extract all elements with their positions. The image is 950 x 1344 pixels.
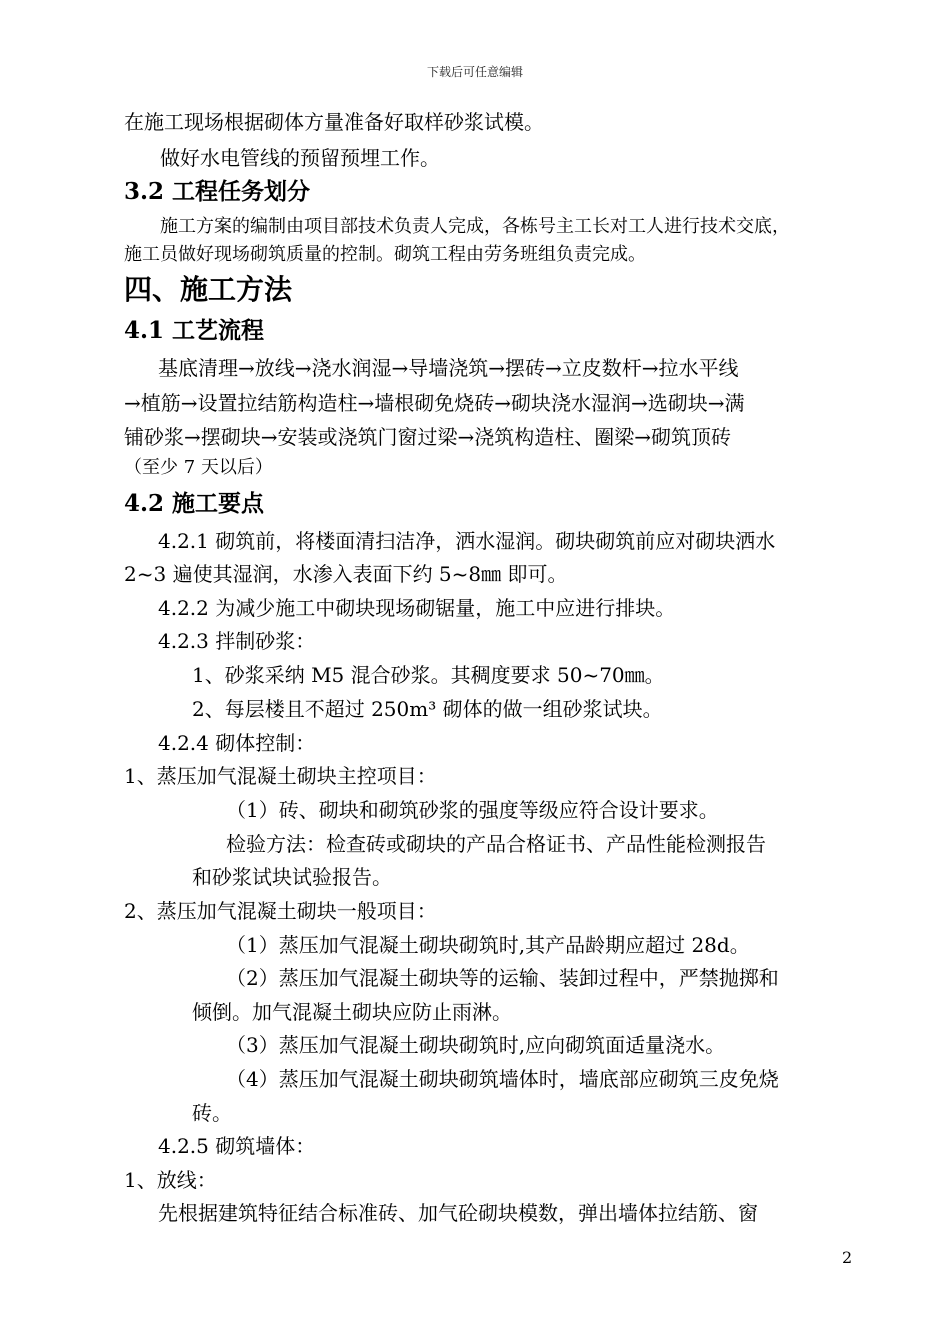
paragraph-line: 和砂浆试块试验报告。 [192, 865, 392, 889]
paragraph-line: 倾倒。加气混凝土砌块应防止雨淋。 [192, 1000, 512, 1024]
flow-line: 基底清理→放线→浇水润湿→导墙浇筑→摆砖→立皮数杆→拉水平线 [158, 356, 739, 380]
list-item: （3）蒸压加气混凝土砌块砌筑时,应向砌筑面适量浇水。 [226, 1033, 726, 1057]
paragraph-line: 先根据建筑特征结合标准砖、加气砼砌块模数，弹出墙体拉结筋、窗 [158, 1201, 758, 1225]
page-number: 2 [842, 1248, 853, 1267]
flow-line: （至少 7 天以后） [124, 457, 273, 478]
chapter-heading-4: 四、施工方法 [124, 273, 293, 306]
list-item: （4）蒸压加气混凝土砌块砌筑墙体时，墙底部应砌筑三皮免烧 [226, 1067, 779, 1091]
list-item: （1）砖、砌块和砌筑砂浆的强度等级应符合设计要求。 [226, 798, 719, 822]
paragraph-line: 2~3 遍使其湿润，水渗入表面下约 5~8㎜ 即可。 [124, 562, 568, 586]
list-item: （2）蒸压加气混凝土砌块等的运输、装卸过程中，严禁抛掷和 [226, 966, 779, 990]
list-item: 2、每层楼且不超过 250m³ 砌体的做一组砂浆试块。 [192, 697, 663, 721]
flow-line: →植筋→设置拉结筋构造柱→墙根砌免烧砖→砌块浇水湿润→选砌块→满 [124, 391, 745, 415]
paragraph-line: 施工员做好现场砌筑质量的控制。砌筑工程由劳务班组负责完成。 [124, 244, 646, 265]
paragraph-line: 4.2.2 为减少施工中砌块现场砌锯量，施工中应进行排块。 [158, 596, 676, 620]
paragraph-line: 检验方法：检查砖或砌块的产品合格证书、产品性能检测报告 [226, 832, 766, 856]
paragraph-line: 4.2.4 砌体控制： [158, 731, 316, 755]
section-heading-3-2: 3.2 工程任务划分 [124, 178, 311, 205]
list-item: （1）蒸压加气混凝土砌块砌筑时,其产品龄期应超过 28d。 [226, 933, 750, 957]
paragraph-line: 施工方案的编制由项目部技术负责人完成，各栋号主工长对工人进行技术交底， [160, 216, 790, 237]
list-item: 1、砂浆采纳 M5 混合砂浆。其稠度要求 50~70㎜。 [192, 663, 665, 687]
list-item: 1、放线： [124, 1168, 217, 1192]
paragraph-line: 4.2.1 砌筑前，将楼面清扫洁净，洒水湿润。砌块砌筑前应对砌块洒水 [158, 529, 776, 553]
paragraph-line: 砖。 [192, 1101, 232, 1125]
section-heading-4-1: 4.1 工艺流程 [124, 317, 265, 344]
list-item: 2、蒸压加气混凝土砌块一般项目： [124, 899, 437, 923]
page-header: 下载后可任意编辑 [426, 65, 523, 79]
flow-line: 铺砂浆→摆砌块→安装或浇筑门窗过梁→浇筑构造柱、圈梁→砌筑顶砖 [124, 425, 732, 449]
paragraph-line: 做好水电管线的预留预埋工作。 [160, 146, 440, 170]
list-item: 1、蒸压加气混凝土砌块主控项目： [124, 764, 437, 788]
paragraph-line: 在施工现场根据砌体方量准备好取样砂浆试模。 [124, 110, 544, 134]
paragraph-line: 4.2.5 砌筑墙体： [158, 1134, 316, 1158]
paragraph-line: 4.2.3 拌制砂浆： [158, 629, 316, 653]
section-heading-4-2: 4.2 施工要点 [124, 490, 265, 517]
